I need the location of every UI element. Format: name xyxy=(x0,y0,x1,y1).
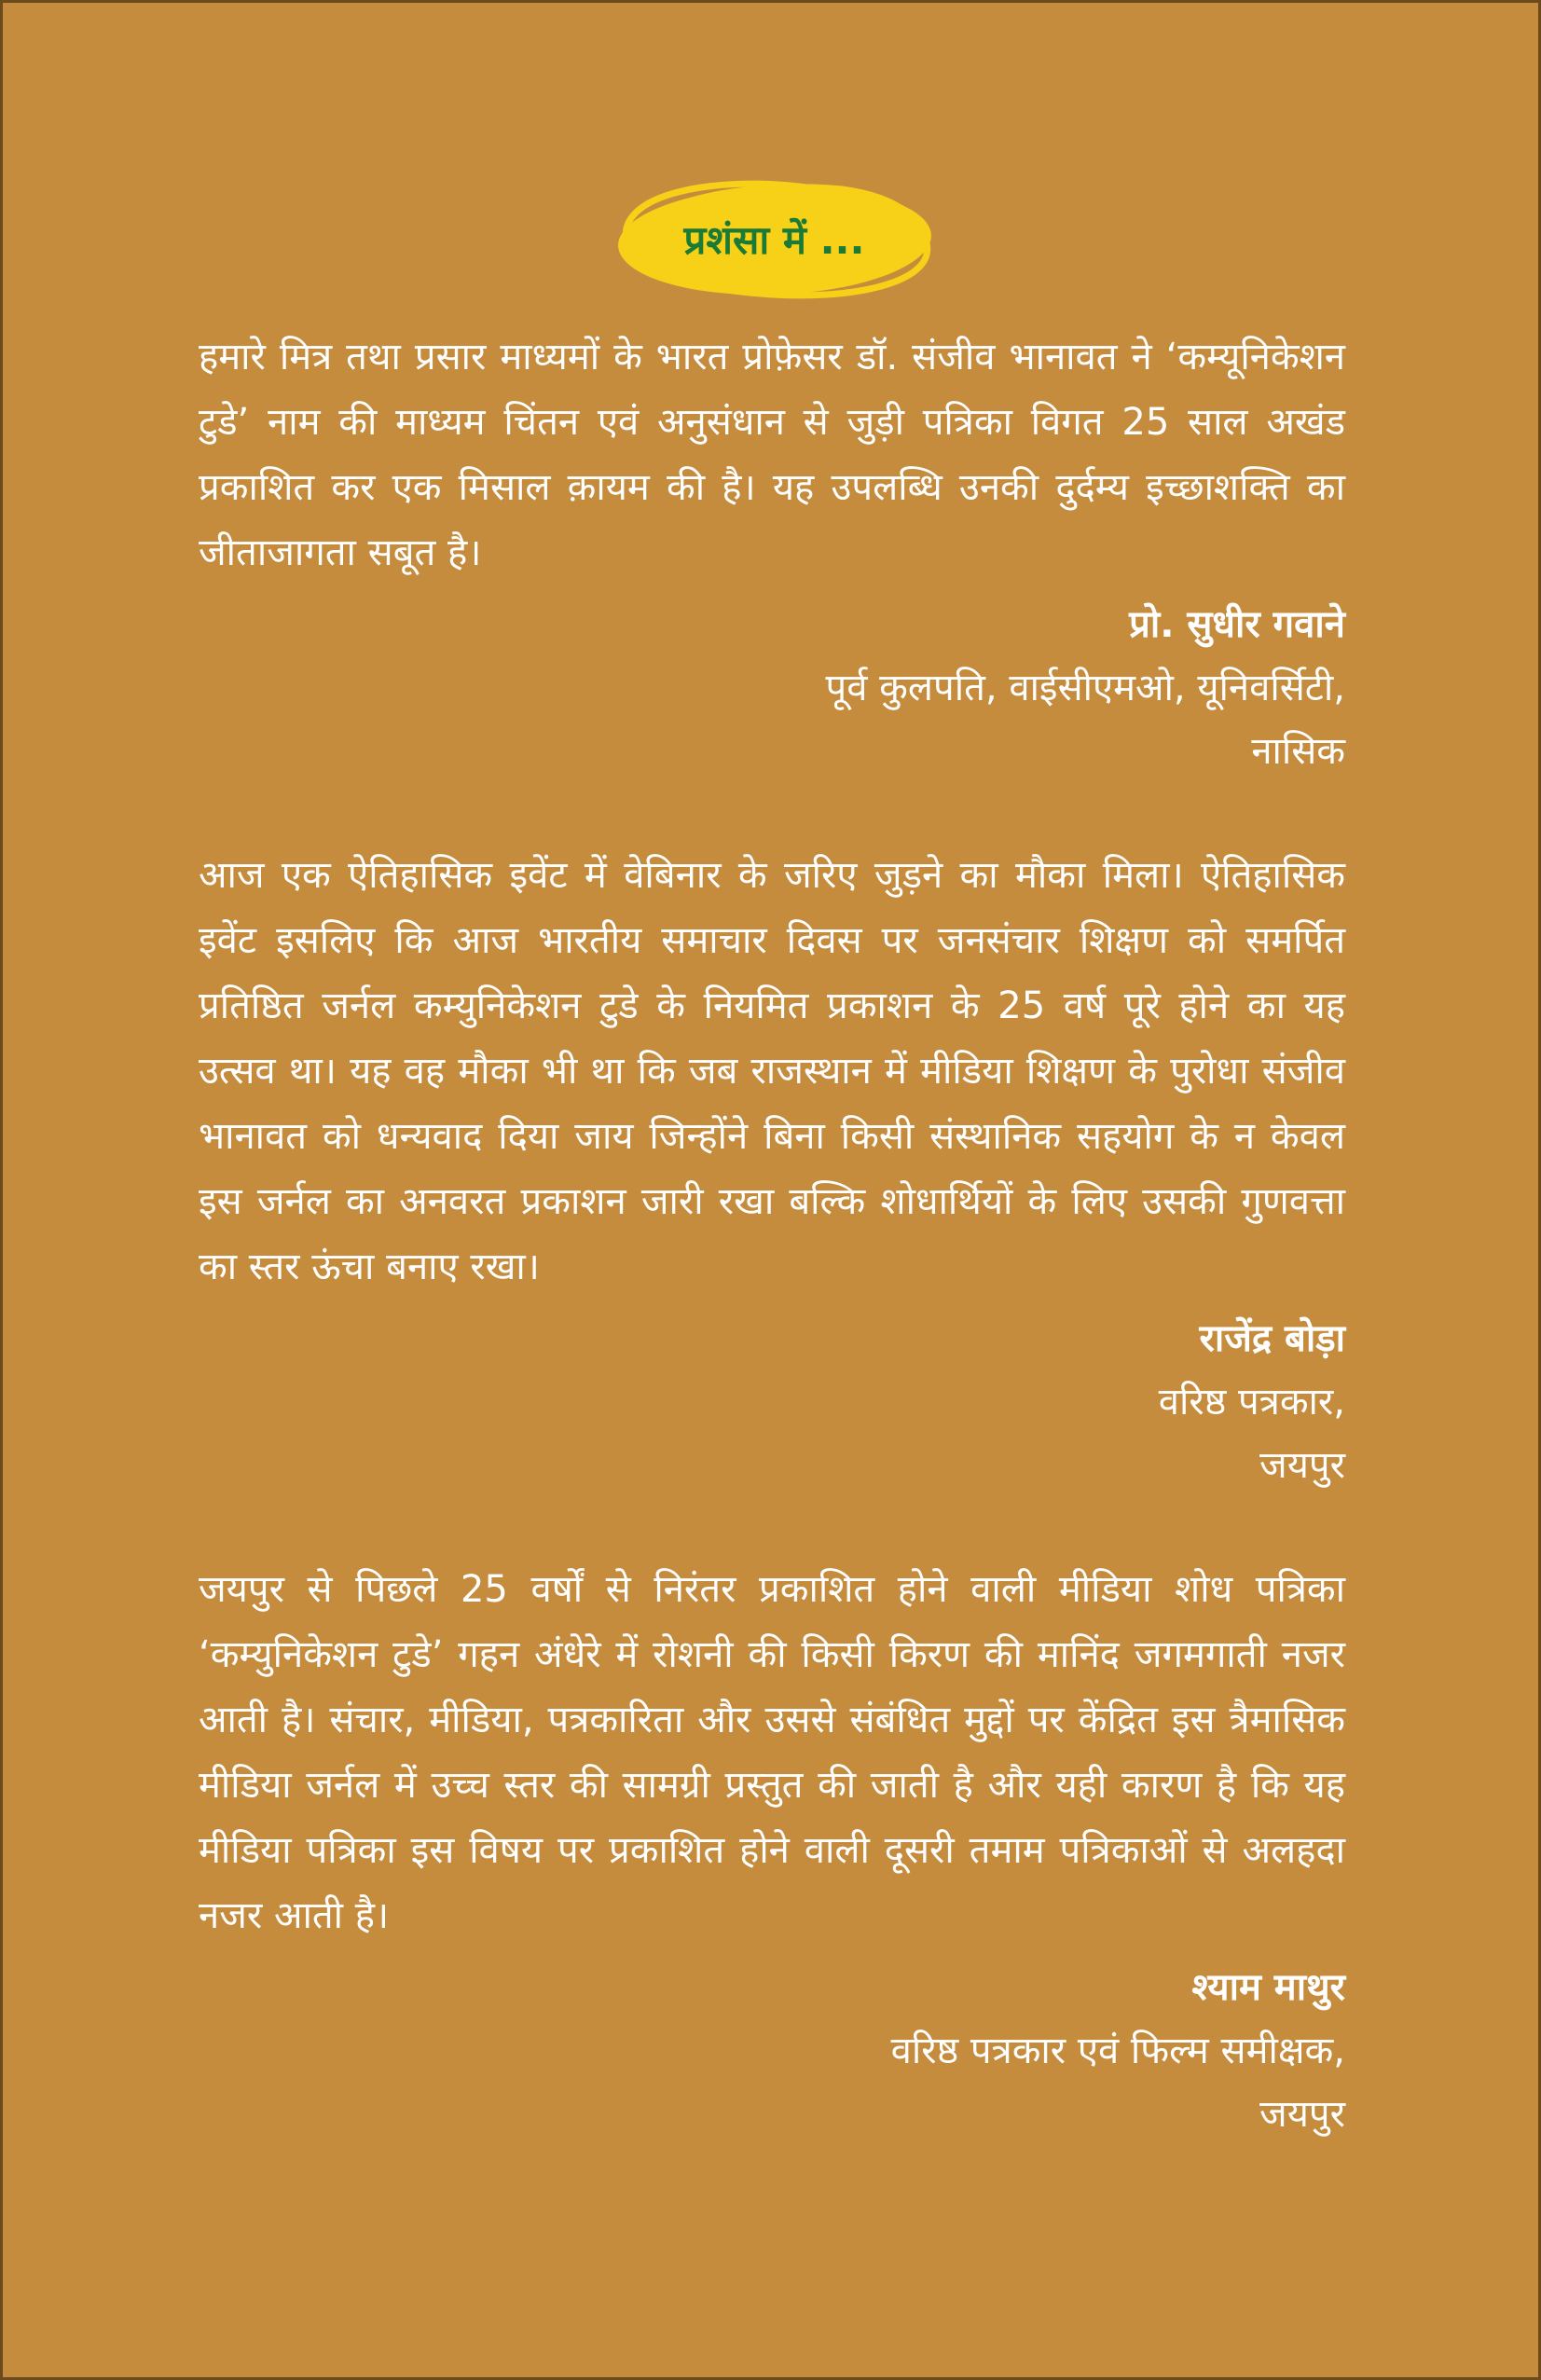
author-location: नासिक xyxy=(1251,730,1345,773)
author-name: श्याम माथुर xyxy=(1191,1966,1345,2009)
testimonial-attribution xyxy=(199,593,1345,783)
testimonial-attribution xyxy=(199,1956,1345,2146)
author-name: प्रो. सुधीर गवाने xyxy=(1129,603,1345,646)
header-badge xyxy=(609,173,940,304)
author-location: जयपुर xyxy=(1259,1444,1345,1487)
testimonial-text: आज एक ऐतिहासिक इवेंट में वेबिनार के जरिए जुड़ने का मौका मिला। ऐतिहासिक इवेंट इसलिए कि आज भारतीय समाचार दिवस पर जनसंचार शिक्षण को समर्पित प्रतिष्ठित जर्नल कम्युनिकेशन टुडे के नियमित प्रकाशन के 25 वर्ष पूरे होने का यह उत्सव था। यह वह मौका भी था कि जब राजस्थान में मीडिया शिक्षण के पुरोधा संजीव भानावत को धन्यवाद दिया जाय जिन्होंने बिना किसी संस्थानिक सहयोग के न केवल इस जर्नल का अनवरत प्रकाशन जारी रखा बल्कि शोधार्थियों के लिए उसकी गुणवत्ता का स्तर ऊंचा बनाए रखा। xyxy=(199,854,1345,1288)
testimonial-2 xyxy=(199,843,1345,1497)
testimonial-text: जयपुर से पिछले 25 वर्षों से निरंतर प्रकाशित होने वाली मीडिया शोध पत्रिका ‘कम्युनिकेशन टुडे’ गहन अंधेरे में रोशनी की किसी किरण की मानिंद जगमगाती नजर आती है। संचार, मीडिया, पत्रकारिता और उससे संबंधित मुद्दों पर केंद्रित इस त्रैमासिक मीडिया जर्नल में उच्च स्तर की सामग्री प्रस्तुत की जाती है और यही कारण है कि यह मीडिया पत्रिका इस विषय पर प्रकाशित होने वाली दूसरी तमाम पत्रिकाओं से अलहदा नजर आती है। xyxy=(199,1568,1345,1937)
testimonial-attribution xyxy=(199,1307,1345,1497)
page-title: प्रशंसा में ... xyxy=(683,216,865,263)
testimonial-3 xyxy=(199,1557,1345,2146)
testimonials xyxy=(199,324,1345,2146)
author-designation: पूर्व कुलपति, वाईसीएमओ, यूनिवर्सिटी, xyxy=(825,667,1345,709)
author-designation: वरिष्ठ पत्रकार, xyxy=(1158,1381,1345,1424)
testimonial-text: हमारे मित्र तथा प्रसार माध्यमों के भारत प्रोफ़ेसर डॉ. संजीव भानावत ने ‘कम्यूनिकेशन टुडे’ नाम की माध्यम चिंतन एवं अनुसंधान से जुड़ी पत्रिका विगत 25 साल अखंड प्रकाशित कर एक मिसाल क़ायम की है। यह उपलब्धि उनकी दुर्दम्य इच्छाशक्ति का जीताजागता सबूत है। xyxy=(199,336,1345,574)
author-name: राजेंद्र बोड़ा xyxy=(1199,1317,1345,1360)
author-location: जयपुर xyxy=(1259,2093,1345,2136)
testimonial-1 xyxy=(199,324,1345,783)
author-designation: वरिष्ठ पत्रकार एवं फिल्म समीक्षक, xyxy=(890,2029,1345,2072)
